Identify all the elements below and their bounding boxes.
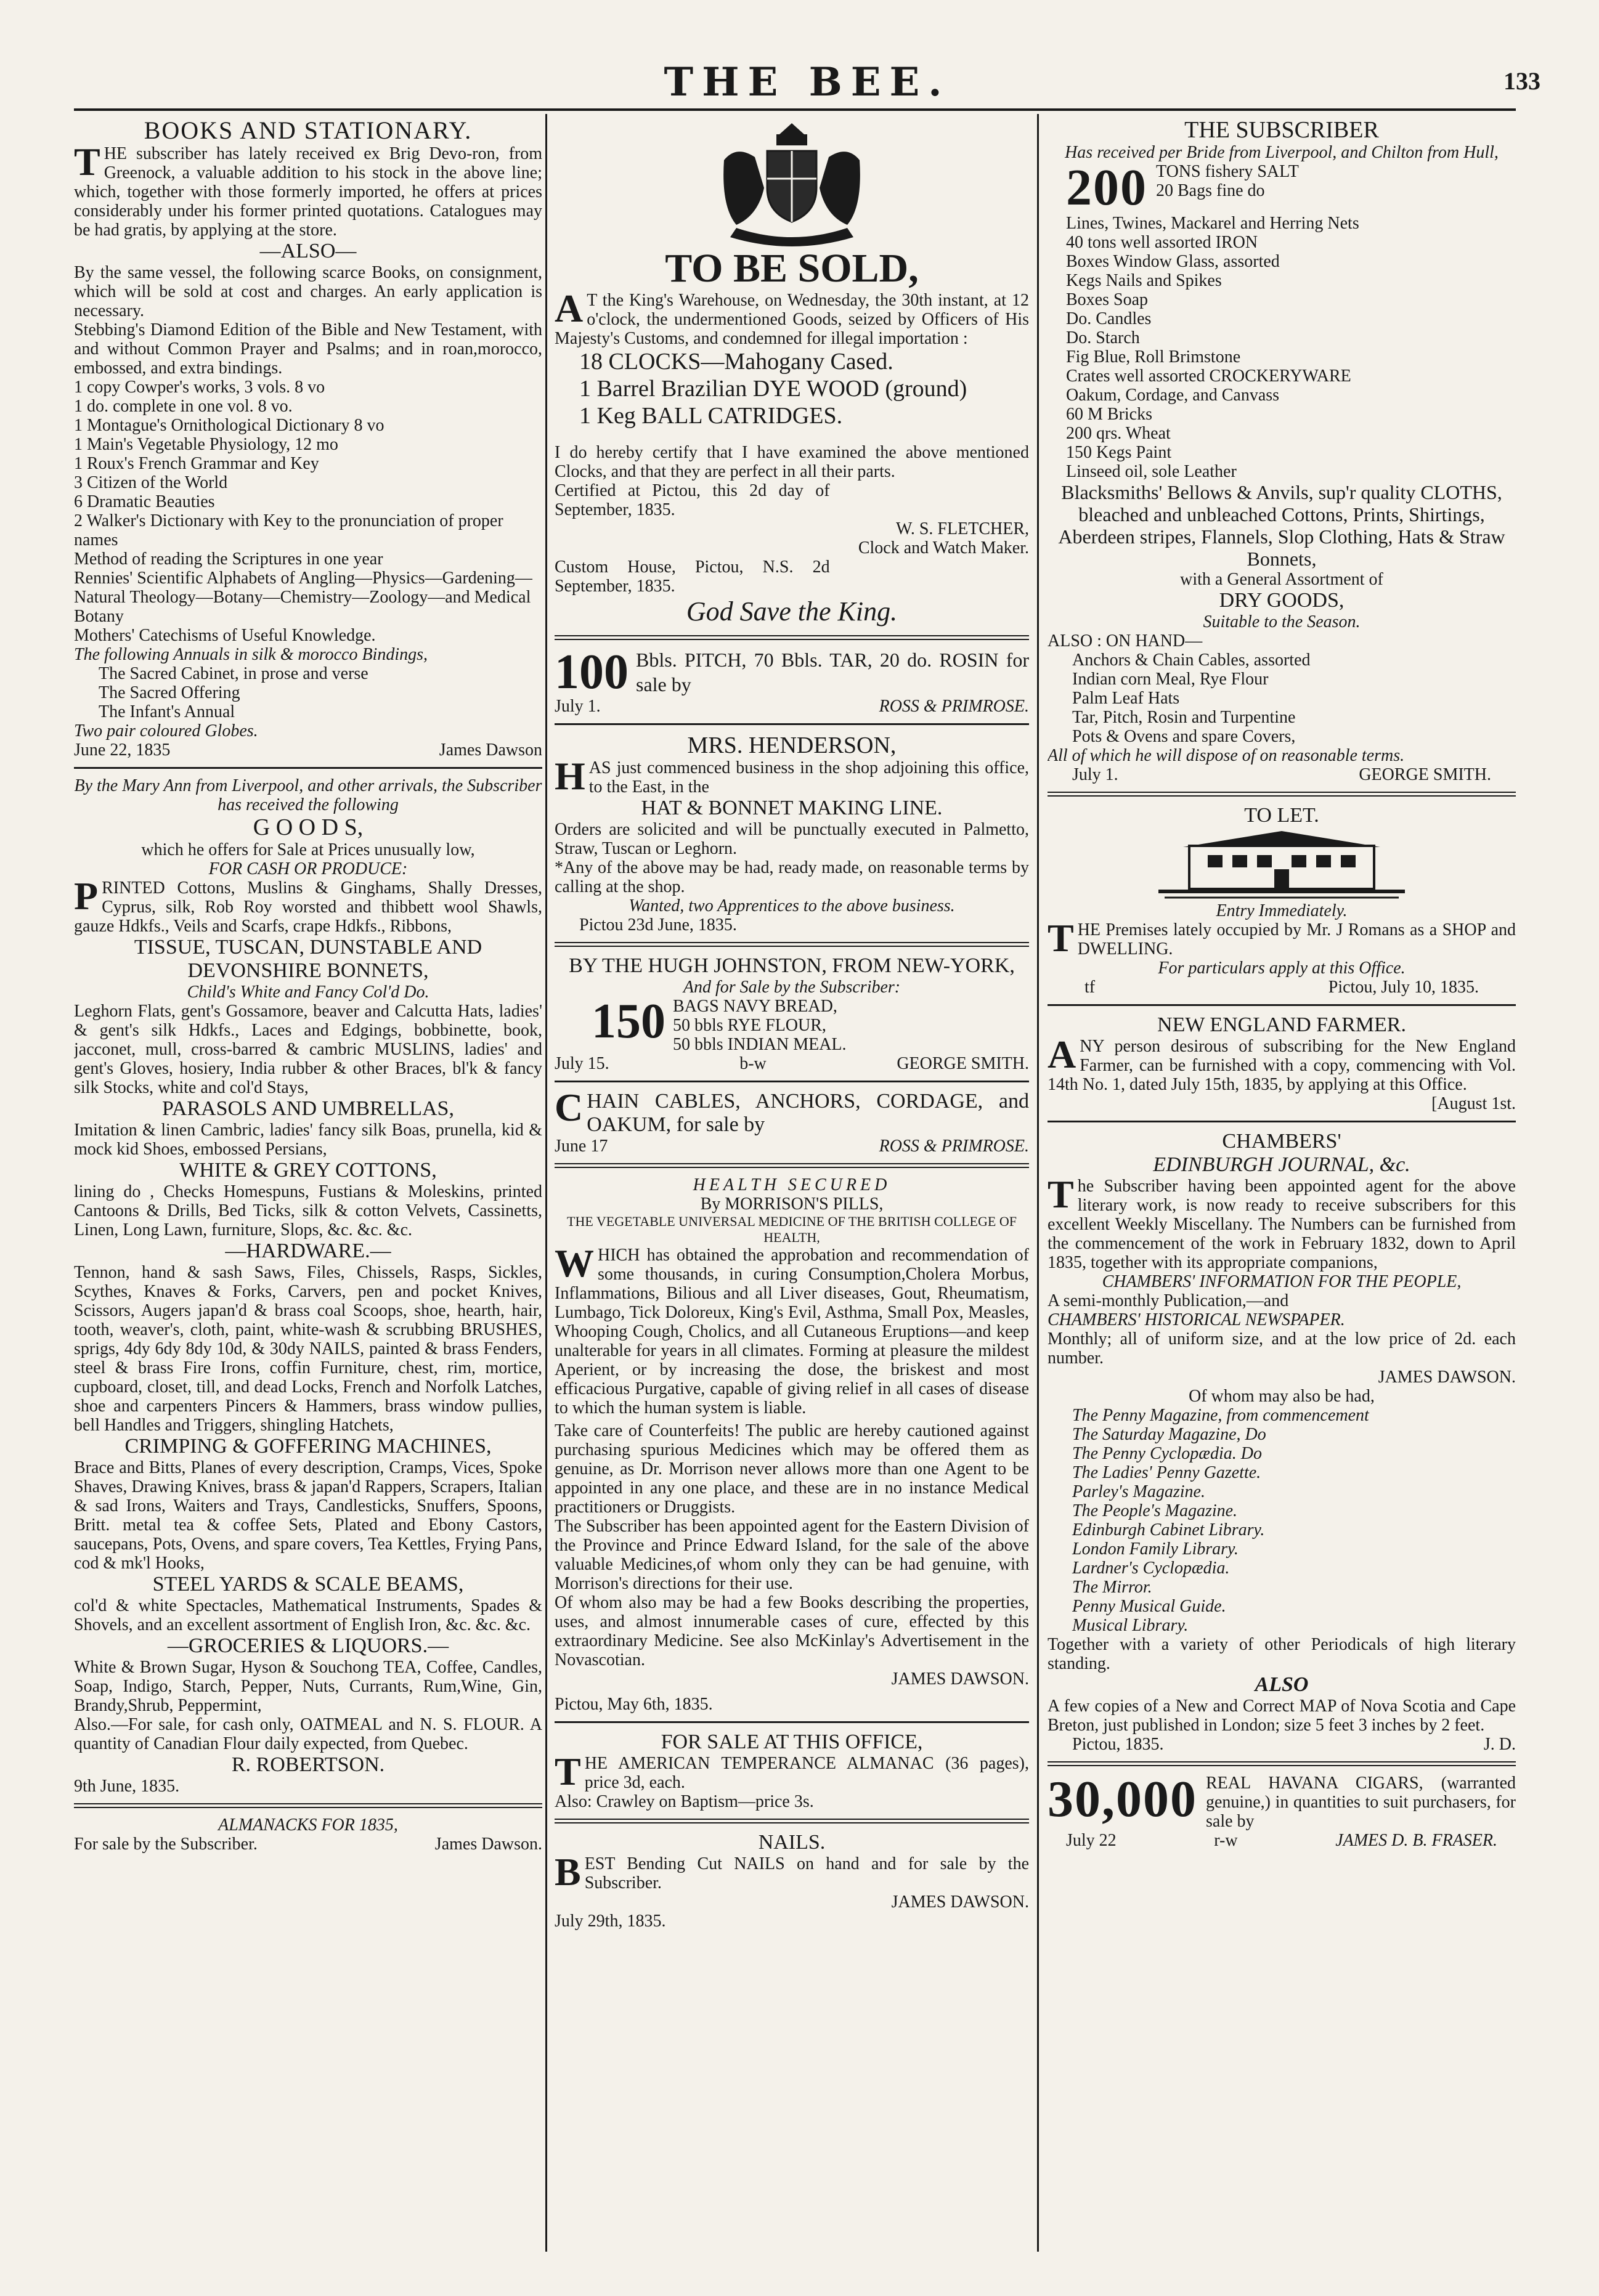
cigars-signer: JAMES D. B. FRASER. [1335,1831,1497,1850]
list-item: 1 Montague's Ornithological Dictionary 8 vo [74,416,384,435]
hugh-sub: And for Sale by the Subscriber: [683,978,901,997]
list-item: 40 tons well assorted IRON [1066,233,1258,252]
chambers-together: Together with a variety of other Periodicals of high literary standing. [1048,1635,1516,1673]
hugh-signer: GEORGE SMITH. [897,1054,1029,1073]
farmer-aug: [August 1st. [1431,1094,1516,1113]
drop-cap: A [1048,1032,1076,1076]
hugh-advert [555,954,1029,1073]
list-item: Penny Musical Guide. [1072,1597,1226,1616]
subscriber-blacksmiths: Blacksmiths' Bellows & Anvils, sup'r quality CLOTHS, bleached and unbleached Cottons, Prints, Shirtings, Aberdeen stripes, Flannels, Slop Clothing, Hats & Straw Bonnets, [1058,481,1505,570]
annual-item: The Sacred Cabinet, in prose and verse [99,664,368,683]
books-heading: BOOKS AND STATIONARY. [144,117,473,144]
books-also-text: By the same vessel, the following scarce Books, on consignment, which will be sold at cost and charges. An early application is necessary. [74,263,542,320]
chambers-list [1048,1406,1516,1635]
hugh-date: July 15. [555,1054,609,1073]
list-item: BAGS NAVY BREAD, [673,997,837,1016]
column-rule-1 [545,114,547,2252]
let-date: Pictou, July 10, 1835. [1328,978,1479,997]
cigars-rw: r-w [1214,1831,1238,1850]
chambers-monthly: Monthly; all of uniform size, and at the low price of 2d. each number. [1048,1329,1516,1368]
nails-advert [555,1831,1029,1931]
goods-groceries: —GROCERIES & LIQUORS.— [167,1634,449,1657]
hugh-bw: b-w [739,1054,767,1073]
health-text: HICH has obtained the approbation and recommendation of some thousands, in curing Consumption,Cholera Morbus, Inflammations, Bilious and all Liver diseases, Gout, Rheumatism, Lumbago, Tick Doloreux, King's Evil, Asthma, Small Pox, Measles, Whooping Cough, Cholics, and all Cutaneous Eruptions—and keep unalterable for years in all climates. Forming at pleasure the mildest Aperient, or by increasing the dose, the briskest and most efficacious Purgative, capable of giving relief in all cases of disease to which the human system is liable. [555,1246,1029,1418]
drop-cap: A [555,286,584,330]
subscriber-signer: GEORGE SMITH. [1359,765,1491,784]
divider [74,1803,542,1808]
divider [555,723,1029,725]
goods-parasols: PARASOLS AND UMBRELLAS, [162,1097,454,1120]
list-item: Rennies' Scientific Alphabets of Angling—Physics—Gardening—Natural Theology—Botany—Chemistry—Zoology—and Medical Botany [74,569,532,626]
list-item: Pots & Ovens and spare Covers, [1072,727,1296,746]
health-sub: By MORRISON'S PILLS, [700,1195,884,1214]
divider [1048,792,1516,797]
sold-advert [555,117,1029,628]
goods-tenon: Tennon, hand & sash Saws, Files, Chissels, Rasps, Sickles, Scythes, Knaves & Forks, Carvers, pen and pocket Knives, Scissors, Augers japan'd & brass coal Scoops, shoe, hearth, hair, tooth, weaver's, cloth, paint, white-wash & scrubbing BRUSHES, sprigs, 4dy 6dy 8dy 10d, & 30dy NAILS, painted & brass Fenders, steel & brass Fire Irons, coffin Furniture, chest, rim, mortice, cupboard, closet, till, and dead Locks, French and Norfolk Latches, shoe and carpenters Pincers & Hammers, brass window pullies, bell Handles and Triggers, shingling Hatchets, [74,1263,542,1435]
goods-signer: R. ROBERTSON. [231,1753,385,1776]
subscriber-also-hand: ALSO : ON HAND— [1048,631,1203,651]
chambers-heading2: EDINBURGH JOURNAL, &c. [1153,1153,1410,1176]
subscriber-date: July 1. [1072,765,1118,784]
list-item: Oakum, Cordage, and Canvass [1066,386,1280,405]
list-item: The Saturday Magazine, Do [1072,1425,1266,1444]
cigars-date: July 22 [1066,1831,1117,1850]
masthead [74,55,1540,105]
column-2 [555,117,1029,2271]
cigars-text: REAL HAVANA CIGARS, (warranted genuine,) in quantities to suit purchasers, for sale by [1206,1774,1516,1831]
drop-cap: T [1048,916,1074,960]
hugh-number: 150 [592,994,665,1049]
health-whom: Of whom also may be had a few Books describing the properties, uses, and almost innumerable cases of cure, effected by this extraordinary Medicine. See also McKinlay's Advertisement in the Novascotian. [555,1593,1029,1669]
let-part: For particulars apply at this Office. [1158,959,1406,978]
newspaper-title: THE BEE. [664,59,951,105]
goods-leghorn: Leghorn Flats, gent's Gossamore, beaver and Calcutta Hats, ladies' & gent's silk Hdkfs., Laces and Edgings, bobbinette, book, jacconet, mull, cross-barred & cambric MUSLINS, ladies' and gent's Gloves, hosiery, India rubber & other Braces, bl'k & fancy silk Stocks, white and col'd Stays, [74,1002,542,1097]
let-entry: Entry Immediately. [1216,901,1348,920]
list-item: Lines, Twines, Mackarel and Herring Nets [1066,214,1359,233]
chambers-whom: Of whom may also be had, [1189,1387,1375,1406]
office-also: Also: Crawley on Baptism—price 3s. [555,1792,814,1811]
pitch-number: 100 [555,645,629,699]
chambers-text: he Subscriber having been appointed agent for the above literary work, is now ready to receive subscribers for this excellent Weekly Miscellany. The Numbers can be furnished from the commencement of the work in February 1832, down to April 1835, together with its appropriate companions, [1048,1177,1516,1272]
nails-text: EST Bending Cut NAILS on hand and for sale by the Subscriber. [584,1854,1029,1892]
pitch-date: July 1. [555,697,601,716]
subscriber-general: with a General Assortment of [1180,570,1383,589]
books-advert [74,117,542,760]
let-heading: TO LET. [1244,804,1319,827]
subscriber-dry: DRY GOODS, [1219,589,1345,612]
books-date: June 22, 1835 [74,740,171,760]
hugh-heading: BY THE HUGH JOHNSTON, FROM NEW-YORK, [569,954,1015,977]
list-item: 3 Citizen of the World [74,473,228,492]
pitch-signer: ROSS & PRIMROSE. [879,697,1029,716]
almanacks-signer: James Dawson. [434,1835,542,1854]
divider [555,1819,1029,1823]
health-heading: HEALTH SECURED [693,1175,891,1195]
god-save-the-king: God Save the King. [686,596,898,627]
pitch-advert [555,647,1029,716]
health-date: Pictou, May 6th, 1835. [555,1695,713,1714]
drop-cap: H [555,754,585,798]
annual-item: The Sacred Offering [99,683,240,702]
house-icon [1152,827,1411,901]
list-item: 1 copy Cowper's works, 3 vols. 8 vo [74,378,325,397]
list-item: Fig Blue, Roll Brimstone [1066,347,1241,367]
cigars-advert [1048,1771,1516,1850]
chambers-semi: A semi-monthly Publication,—and [1048,1291,1289,1310]
list-item: 1 Main's Vegetable Physiology, 12 mo [74,435,338,454]
subscriber-all: All of which he will dispose of on reasonable terms. [1048,746,1405,765]
divider [1048,1121,1516,1122]
cigars-number: 30,000 [1048,1771,1197,1828]
goods-sugar: White & Brown Sugar, Hyson & Souchong TEA, Coffee, Candles, Soap, Indigo, Starch, Pepper, Nuts, Currants, Rum,Wine, Gin, Brandy,Shrub, Peppermint, [74,1658,542,1715]
globes: Two pair coloured Globes. [74,721,258,740]
chambers-signer: JAMES DAWSON. [1378,1368,1516,1387]
nails-date: July 29th, 1835. [555,1912,666,1931]
list-item: Lardner's Cyclopædia. [1072,1559,1230,1578]
goods-childs: Child's White and Fancy Col'd Do. [187,983,429,1002]
sold-items [555,348,1029,429]
chain-signer: ROSS & PRIMROSE. [879,1137,1029,1156]
chambers-info: CHAMBERS' INFORMATION FOR THE PEOPLE, [1102,1272,1462,1291]
list-item: Method of reading the Scriptures in one year [74,550,383,569]
list-item: 1 do. complete in one vol. 8 vo. [74,397,293,416]
health-care: Take care of Counterfeits! The public are hereby cautioned against purchasing spurious Medicines which may be offered them as genuine, as Dr. Morrison never allows more than one Agent to be appointed in any one place, and these are in no instance Medical practitioners or Druggists. [555,1421,1029,1517]
list-item: Edinburgh Cabinet Library. [1072,1520,1265,1539]
list-item: 1 Keg BALL CATRIDGES. [579,403,843,429]
chambers-jd: J. D. [1483,1735,1516,1754]
chain-advert [555,1085,1029,1156]
list-item: 1 Barrel Brazilian DYE WOOD (ground) [579,376,967,402]
list-item: Indian corn Meal, Rye Flour [1072,670,1269,689]
goods-imitation: Imitation & linen Cambric, ladies' fancy silk Boas, prunella, kid & mock kid Shoes, embossed Persians, [74,1121,542,1159]
divider [555,635,1029,640]
drop-cap: B [555,1850,581,1894]
divider [1048,1004,1516,1006]
drop-cap: P [74,874,99,918]
goods-hardware: —HARDWARE.— [225,1239,391,1262]
goods-printed: RINTED Cottons, Muslins & Ginghams, Shally Dresses, Cyprus, silk, Rob Roy worsted and thibbett wool Shawls, gauze Hdkfs., Veils and Scarfs, crape Hdkfs., Ribbons, [74,878,542,936]
list-item: Tar, Pitch, Rosin and Turpentine [1072,708,1296,727]
page-number: 133 [1503,67,1540,95]
divider [74,767,542,769]
almanacks-heading: ALMANACKS FOR 1835, [218,1815,398,1835]
list-item: Stebbing's Diamond Edition of the Bible and New Testament, with and without Common Prayer and Psalms; and in roan,morocco, embossed, and extra bindings. [74,320,542,378]
goods-crimping: CRIMPING & GOFFERING MACHINES, [124,1435,492,1458]
chain-text: HAIN CABLES, ANCHORS, CORDAGE, and OAKUM, for sale by [587,1090,1029,1136]
goods-brace: Brace and Bitts, Planes of every description, Cramps, Vices, Spoke Shaves, Drawing Knives, brass & japan'd Rappers, Scrapers, Italian & sad Irons, Waiters and Trays, Candlesticks, Snuffers, Spoons, Britt. metal tea & coffee Sets, Plated and Ebony Castors, saucepans, Pots, Ovens, and spare covers, Tea Kettles, Frying Pans, cod & mk'l Hooks, [74,1458,542,1573]
drop-cap: T [555,1750,581,1793]
list-item: Anchors & Chain Cables, assorted [1072,651,1311,670]
let-advert [1048,804,1516,997]
goods-tissue: TISSUE, TUSCAN, DUNSTABLE AND DEVONSHIRE BONNETS, [134,936,482,982]
goods-date: 9th June, 1835. [74,1777,180,1796]
list-item: 2 Walker's Dictionary with Key to the pronunciation of proper names [74,511,503,550]
list-item: 200 qrs. Wheat [1066,424,1171,443]
list-item: Do. Starch [1066,328,1140,347]
list-item: Boxes Window Glass, assorted [1066,252,1280,271]
subscriber-number: 200 [1066,159,1147,216]
chambers-map: A few copies of a New and Correct MAP of Nova Scotia and Cape Breton, just published in London; size 5 feet 3 inches by 2 feet. [1048,1697,1516,1735]
chambers-also: ALSO [1255,1673,1309,1696]
let-text: HE Premises lately occupied by Mr. J Romans as a SHOP and DWELLING. [1077,920,1516,959]
almanacks-advert [74,1815,542,1854]
list-item: Musical Library. [1072,1616,1189,1635]
list-item: The Penny Cyclopædia. Do [1072,1444,1262,1463]
list-item: Kegs Nails and Spikes [1066,271,1222,290]
office-text: HE AMERICAN TEMPERANCE ALMANAC (36 pages), price 3d, each. [584,1754,1029,1792]
list-item: 6 Dramatic Beauties [74,492,215,511]
health-sub2: THE VEGETABLE UNIVERSAL MEDICINE OF THE BRITISH COLLEGE OF HEALTH, [567,1214,1017,1245]
goods-sub: which he offers for Sale at Prices unusually low, [141,840,475,859]
drop-cap: T [74,140,100,184]
list-item: 150 Kegs Paint [1066,443,1172,462]
books-signer: James Dawson [439,740,542,760]
annuals-title: The following Annuals in silk & morocco Bindings, [74,645,428,664]
divider [555,1081,1029,1082]
nails-heading: NAILS. [758,1831,826,1854]
list-item: The Mirror. [1072,1578,1152,1597]
henderson-line: HAT & BONNET MAKING LINE. [641,797,943,819]
divider [555,1163,1029,1168]
subscriber-heading: THE SUBSCRIBER [1184,117,1379,143]
sold-cert-signer2: Clock and Watch Maker. [858,538,1029,558]
list-item: Do. Candles [1066,309,1152,328]
sold-text: T the King's Warehouse, on Wednesday, the 30th instant, at 12 o'clock, the undermentioned Goods, seized by Officers of His Majesty's Customs, and condemned for illegal importation : [555,291,1029,348]
list-item: 18 CLOCKS—Mahogany Cased. [579,349,893,375]
sold-heading: TO BE SOLD, [665,246,919,291]
henderson-heading: MRS. HENDERSON, [687,732,897,758]
books-list [74,320,542,645]
list-item: 20 Bags fine do [1156,181,1265,200]
chain-date: June 17 [555,1137,608,1156]
list-item: The Ladies' Penny Gazette. [1072,1463,1261,1482]
goods-steel: STEEL YARDS & SCALE BEAMS, [152,1573,464,1596]
divider [555,1721,1029,1723]
goods-sub2: FOR CASH OR PRODUCE: [208,859,408,878]
list-item: London Family Library. [1072,1539,1239,1559]
office-advert [555,1730,1029,1811]
sold-cert: I do hereby certify that I have examined the above mentioned Clocks, and that they are perfect in all their parts. [555,443,1029,481]
henderson-advert [555,732,1029,935]
list-item: Crates well assorted CROCKERYWARE [1066,367,1351,386]
health-appointed: The Subscriber has been appointed agent for the Eastern Division of the Province and Prince Edward Island, for the sale of the above valuable Medicines,of whom only they can be had genuine, with Morrison's directions for their use. [555,1517,1029,1593]
subscriber-advert [1048,117,1516,784]
annual-item: The Infant's Annual [99,702,235,721]
nails-signer: JAMES DAWSON. [891,1892,1029,1912]
henderson-wanted: Wanted, two Apprentices to the above business. [629,896,955,915]
sold-cert-place: Certified at Pictou, this 2d day of September, 1835. [555,481,830,519]
column-rule-2 [1037,114,1039,2252]
goods-white-grey: WHITE & GREY COTTONS, [179,1159,437,1182]
health-signer: JAMES DAWSON. [891,1669,1029,1689]
subscriber-items [1048,159,1516,481]
chambers-heading: CHAMBERS' [1222,1130,1341,1153]
list-item: 50 bbls INDIAN MEAL. [673,1035,847,1054]
books-intro: HE subscriber has lately received ex Brig Devo-ron, from Greenock, a valuable addition to his stock in the above line; which, together with those formerly imported, he offers at prices considerably under his former printed quotations. Catalogues may be had gratis, by applying at the store. [74,144,542,240]
list-item: TONS fishery SALT [1156,162,1299,181]
list-item: Boxes Soap [1066,290,1148,309]
list-item: 60 M Bricks [1066,405,1152,424]
health-advert [555,1175,1029,1714]
goods-lining: lining do , Checks Homespuns, Fustians & Moleskins, printed Cantoons & Drills, Bed Ticks, silk & cotton Velvets, Cassinetts, Linen, Long Lawn, furniture, Slops, &c. &c. &c. [74,1182,542,1239]
list-item: 50 bbls RYE FLOUR, [673,1016,826,1035]
farmer-heading: NEW ENGLAND FARMER. [1157,1013,1406,1036]
henderson-text3: *Any of the above may be had, ready made, on reasonable terms by calling at the shop. [555,858,1029,896]
henderson-text2: Orders are solicited and will be punctually executed in Palmetto, Straw, Tuscan or Leghorn. [555,820,1029,858]
books-also: —ALSO— [259,240,357,262]
list-item: Mothers' Catechisms of Useful Knowledge. [74,626,376,645]
sold-cert-signer: W. S. FLETCHER, [896,519,1029,538]
column-3 [1048,117,1516,2271]
henderson-date: Pictou 23d June, 1835. [579,915,737,935]
list-item: Palm Leaf Hats [1072,689,1180,708]
farmer-text: NY person desirous of subscribing for the New England Farmer, can be furnished with a copy, commencing with Vol. 14th No. 1, dated July 15th, 1835, by applying at this Office. [1048,1037,1516,1094]
royal-coat-of-arms-icon [699,117,884,246]
subscriber-sub: Has received per Bride from Liverpool, and Chilton from Hull, [1065,143,1499,162]
chambers-advert [1048,1130,1516,1754]
office-heading: FOR SALE AT THIS OFFICE, [661,1730,923,1753]
drop-cap: W [555,1241,594,1285]
chambers-hist: CHAMBERS' HISTORICAL NEWSPAPER. [1048,1310,1345,1329]
list-item: The People's Magazine. [1072,1501,1238,1520]
goods-heading: G O O D S, [253,814,364,840]
divider [1048,1761,1516,1766]
goods-also-sale: Also.—For sale, for cash only, OATMEAL and N. S. FLOUR. A quantity of Canadian Flour daily expected, from Quebec. [74,1715,542,1753]
sold-custom: Custom House, Pictou, N.S. 2d September, 1835. [555,558,830,596]
list-item: 1 Roux's French Grammar and Key [74,454,319,473]
divider [555,942,1029,947]
subscriber-suitable: Suitable to the Season. [1203,612,1361,631]
chambers-map-date: Pictou, 1835. [1072,1735,1164,1754]
drop-cap: T [1048,1172,1074,1216]
almanacks-text: For sale by the Subscriber. [74,1835,258,1854]
goods-advert [74,776,542,1796]
goods-spectacles: col'd & white Spectacles, Mathematical Instruments, Spades & Shovels, and an excellent assortment of English Iron, &c. &c. &c. [74,1596,542,1634]
goods-intro: By the Mary Ann from Liverpool, and other arrivals, the Subscriber has received the following [74,776,542,814]
column-1 [74,117,542,2271]
list-item: The Penny Magazine, from commencement [1072,1406,1369,1425]
let-tf: tf [1084,978,1096,997]
pitch-text: Bbls. PITCH, 70 Bbls. TAR, 20 do. ROSIN for sale by [636,649,1029,696]
drop-cap: C [555,1085,584,1129]
henderson-text: AS just commenced business in the shop adjoining this office, to the East, in the [588,758,1029,797]
list-item: Parley's Magazine. [1072,1482,1205,1501]
masthead-rule [74,108,1516,111]
list-item: Linseed oil, sole Leather [1066,462,1237,481]
farmer-advert [1048,1013,1516,1113]
